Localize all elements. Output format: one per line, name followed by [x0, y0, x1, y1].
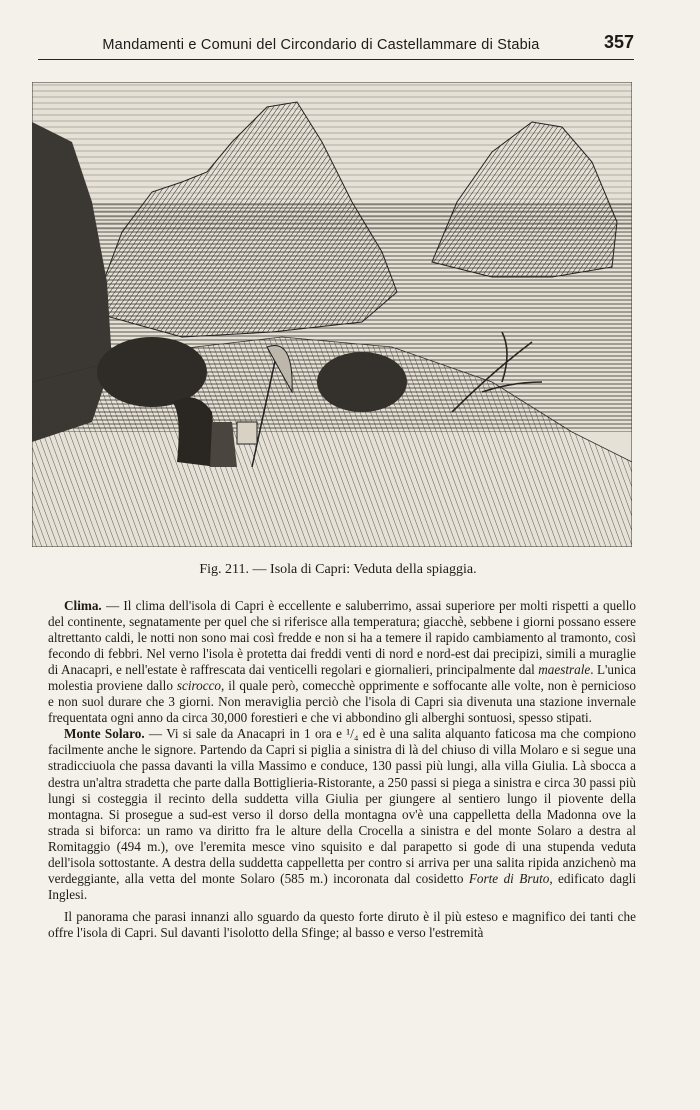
engraving-illustration [32, 82, 632, 547]
running-title: Mandamenti e Comuni del Circondario di Castellammare di Stabia [102, 37, 540, 53]
forte-di-bruto: Forte di Bruto [468, 870, 550, 886]
paragraph-monte-solaro [48, 726, 636, 903]
easel [237, 422, 257, 444]
heading-monte-solaro: Monte Solaro. [64, 726, 145, 742]
panorama-text: Il panorama che parasi innanzi allo sguardo da questo forte diruto è il più esteso e magnifico dei tanti che offre l'isola di Capri. Sul davanti l'isolotto della Sfinge; al basso e verso l'estremità [48, 908, 636, 940]
wind-maestrale: maestrale [538, 662, 591, 678]
monte-solaro-text: — Vi si sale da Anacapri in 1 ora e ¹/₄ ed è una salita alquanto faticosa ma che compiono facilmente anche le signore. Partendo da Capri si piglia a sinistra di là del chiuso di villa Molaro e si segue una stradicciuola che passa davanti la villa Massimo e conduce, 130 passi più lungi, alla villa Giulia. Là sbocca a destra un'altra stradetta che parte dalla Bottiglieria-Ristorante, a 250 passi si piega a sinistra e circa 30 passi più lungi si costeggia il recinto della suddetta villa Giulia per giungere al sentiero lungo il piovente della montagna. Si prosegue a sud-est verso il dorso della montagna ov'è una cappelletta della Madonna ove la strada si biforca: un ramo va diritto fra le alture della Crocella a sinistra e del monte Solaro a destra al Romitaggio (494 m.), ove l'eremita mesce vino squisito e dal parapetto si gode di una stupenda veduta dell'isola sottostante. A destra della suddetta cappelletta per contro si arriva per una salita ripida anzichenò ma verdeggiante, alla vetta del monte Solaro (585 m.) incoronata dal cosidetto [48, 726, 637, 886]
monte-solaro-text-2: , edificato dagli Inglesi. [48, 870, 636, 902]
clima-text-2: . L'unica molestia proviene dallo [48, 662, 636, 694]
paragraph-clima [48, 598, 636, 726]
clima-text-3: , il quale però, comecchè opprimente e soffocante alle volte, non è pernicioso e non suol durare che 3 giorni. Non meraviglia perciò che l'isola di Capri sia divenuta una stazione invernale frequentata ogni anno da circa 30,000 forestieri e che vi abbondino gli alberghi sontuosi, spesso stipati. [48, 678, 637, 726]
clima-text: — Il clima dell'isola di Capri è eccellente e saluberrimo, assai superiore per molti rispetti a quello del continente, segnatamente per quel che si riferisce alla temperatura; giacchè, sebbene i giorni possano essere altrettanto caldi, le notti non sono mai così fredde e non si ha a temere il rapido cambiamento al tramonto, così fecondo di febbri. Nel verno l'isola è protetta dai freddi venti di nord e nord-est dai precipizi, simili a muraglie di Anacapri, e nell'estate è raffrescata dai venticelli regolari e giornalieri, principalmente dal [48, 598, 636, 678]
figure-caption: Fig. 211. — Isola di Capri: Veduta della spiaggia. [199, 562, 477, 577]
bush-left [97, 337, 207, 407]
body-text [48, 598, 636, 941]
paragraph-panorama [48, 909, 636, 941]
bush-center [317, 352, 407, 412]
heading-clima: Clima. [64, 598, 102, 613]
wind-scirocco: scirocco [176, 678, 222, 694]
page-header [38, 24, 634, 60]
page-number: 357 [603, 32, 634, 52]
